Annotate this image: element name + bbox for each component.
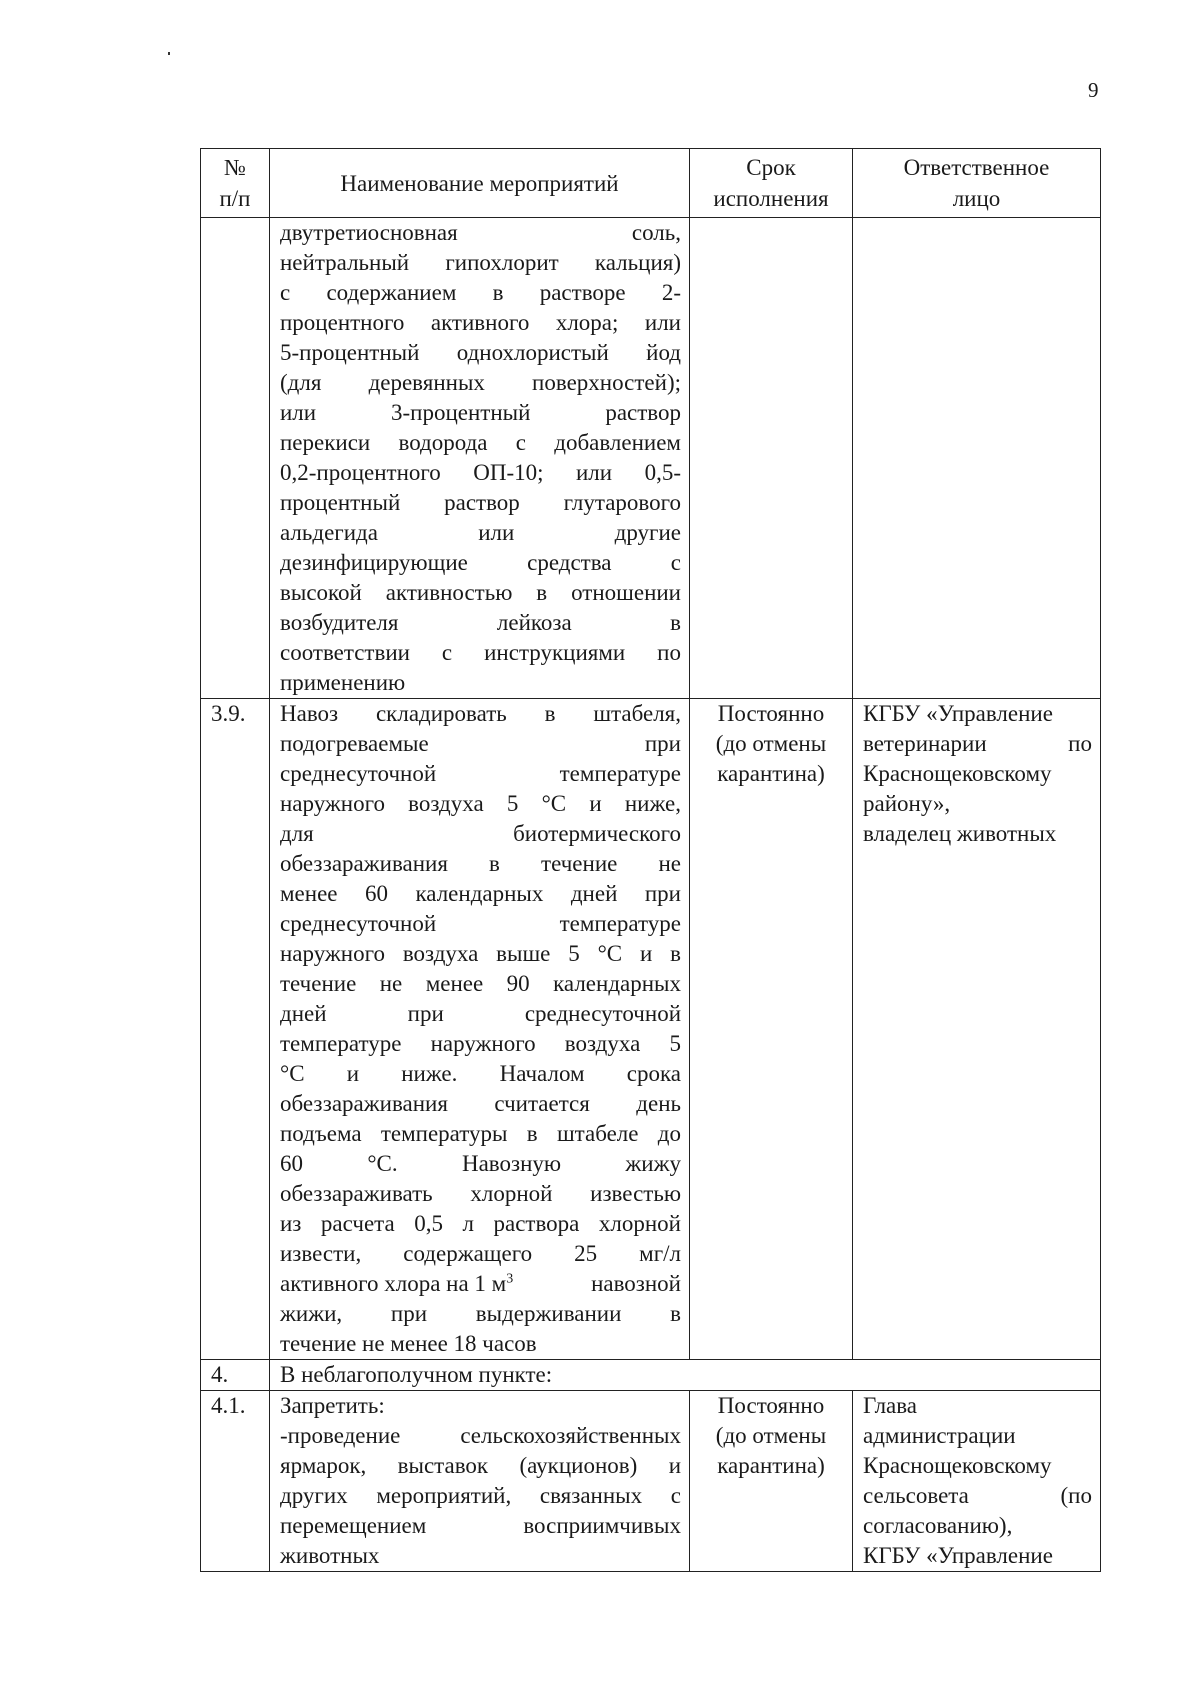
responsible-line: КГБУ «Управление: [863, 701, 1053, 726]
action-line: перемещением восприимчивых: [280, 1513, 681, 1538]
action-line: возбудителя лейкоза в: [280, 610, 681, 635]
action-line: Навоз складировать в штабеля,: [280, 701, 681, 726]
action-line: обеззараживания в течение не: [280, 851, 681, 876]
action-line: дезинфицирующие средства с: [280, 550, 681, 575]
action-line: подогреваемые при: [280, 731, 681, 756]
row-responsible: [853, 218, 1101, 699]
responsible-line: согласованию),: [863, 1513, 1013, 1538]
row-term: [690, 1391, 853, 1572]
action-line: обеззараживания считается день: [280, 1091, 681, 1116]
header-action: Наименование мероприятий: [270, 149, 690, 218]
table-row: [201, 1360, 1101, 1391]
term-line: (до отмены: [715, 731, 827, 756]
measures-table: [200, 148, 1101, 1572]
action-line: наружного воздуха 5 °С и ниже,: [280, 791, 681, 816]
term-line: карантина): [717, 1453, 825, 1478]
action-line: двутретиосновная соль,: [280, 220, 681, 245]
action-line: ярмарок, выставок (аукционов) и: [280, 1453, 681, 1478]
responsible-line: сельсовета (по: [863, 1483, 1092, 1508]
row-term: [690, 699, 853, 1360]
row-responsible: [853, 699, 1101, 1360]
action-line: высокой активностью в отношении: [280, 580, 681, 605]
table-row: [201, 1391, 1101, 1572]
table-row: [201, 218, 1101, 699]
term-line: (до отмены: [715, 1423, 827, 1448]
action-line: извести, содержащего 25 мг/л: [280, 1241, 681, 1266]
header-term-line: Срок: [746, 155, 796, 180]
action-line: менее 60 календарных дней при: [280, 881, 681, 906]
action-line: 0,2-процентного ОП-10; или 0,5-: [280, 460, 681, 485]
row-responsible: [853, 1391, 1101, 1572]
row-num: 4.1.: [201, 1391, 270, 1572]
action-line: наружного воздуха выше 5 °С и в: [280, 941, 681, 966]
responsible-line: Глава: [863, 1393, 918, 1418]
action-line: (для деревянных поверхностей);: [280, 370, 681, 395]
action-line: процентный раствор глутарового: [280, 490, 681, 515]
action-line: альдегида или другие: [280, 520, 681, 545]
action-line: соответствии с инструкциями по: [280, 640, 681, 665]
action-line: среднесуточной температуре: [280, 911, 681, 936]
action-line: других мероприятий, связанных с: [280, 1483, 681, 1508]
term-line: Постоянно: [717, 1393, 825, 1418]
action-line: дней при среднесуточной: [280, 1001, 681, 1026]
table-header-row: [201, 149, 1101, 218]
action-line: течение не менее 18 часов: [280, 1331, 537, 1356]
responsible-line: КГБУ «Управление: [863, 1543, 1053, 1568]
row-num: 3.9.: [201, 699, 270, 1360]
action-line: или 3-процентный раствор: [280, 400, 681, 425]
row-num: 4.: [201, 1360, 270, 1391]
action-line: температуре наружного воздуха 5: [280, 1031, 681, 1056]
scan-mark: [168, 52, 170, 55]
responsible-line: владелец животных: [863, 821, 1057, 846]
responsible-line: администрации: [863, 1423, 1016, 1448]
responsible-line: ветеринарии по: [863, 731, 1092, 756]
responsible-line: району»,: [863, 791, 951, 816]
term-line: Постоянно: [717, 701, 825, 726]
action-line-main: [280, 1269, 513, 1299]
action-line: -проведение сельскохозяйственных: [280, 1423, 681, 1448]
header-responsible: [853, 149, 1101, 218]
action-line: применению: [280, 670, 406, 695]
header-responsible-line: лицо: [952, 186, 1001, 211]
header-num: [201, 149, 270, 218]
action-line: °С и ниже. Началом срока: [280, 1061, 681, 1086]
action-line: нейтральный гипохлорит кальция): [280, 250, 681, 275]
action-line: жижи, при выдерживании в: [280, 1301, 681, 1326]
page-number: 9: [1088, 78, 1099, 102]
action-line: из расчета 0,5 л раствора хлорной: [280, 1211, 681, 1236]
action-line: 60 °С. Навозную жижу: [280, 1151, 681, 1176]
header-responsible-line: Ответственное: [903, 155, 1050, 180]
term-line: карантина): [717, 761, 825, 786]
action-line: течение не менее 90 календарных: [280, 971, 681, 996]
action-line-suffix: навозной: [591, 1271, 681, 1296]
header-num-line: №: [224, 155, 246, 180]
action-line: 5-процентный однохлористый йод: [280, 340, 681, 365]
row-action: [270, 218, 690, 699]
row-action: [270, 1391, 690, 1572]
header-term-line: исполнения: [713, 186, 829, 211]
action-line: животных: [280, 1543, 380, 1568]
action-line: с содержанием в растворе 2-: [280, 280, 681, 305]
row-num: [201, 218, 270, 699]
header-num-line: п/п: [219, 186, 251, 211]
table-row: [201, 699, 1101, 1360]
action-line: [280, 1269, 681, 1299]
superscript-three: 3: [506, 1271, 514, 1287]
action-line: обеззараживать хлорной известью: [280, 1181, 681, 1206]
action-line: для биотермического: [280, 821, 681, 846]
header-term: [690, 149, 853, 218]
action-line-text: активного хлора на 1 м: [280, 1271, 507, 1296]
responsible-line: Краснощековскому: [863, 761, 1052, 786]
row-section-title: В неблагополучном пункте:: [270, 1360, 1101, 1391]
action-line: перекиси водорода с добавлением: [280, 430, 681, 455]
row-action: [270, 699, 690, 1360]
action-line: Запретить:: [280, 1393, 385, 1418]
action-line: процентного активного хлора; или: [280, 310, 681, 335]
action-line: подъема температуры в штабеле до: [280, 1121, 681, 1146]
action-line: среднесуточной температуре: [280, 761, 681, 786]
responsible-line: Краснощековскому: [863, 1453, 1052, 1478]
row-term: [690, 218, 853, 699]
